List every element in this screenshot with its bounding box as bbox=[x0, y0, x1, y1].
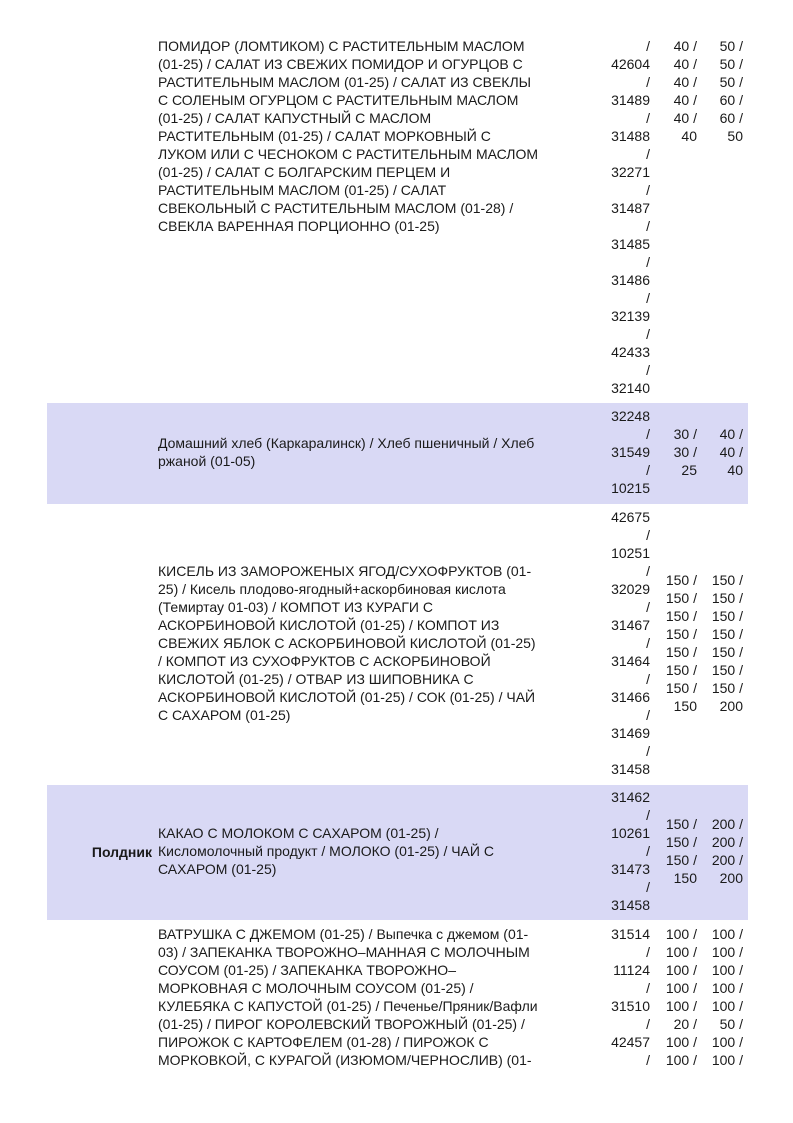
table-row bbox=[47, 785, 748, 920]
dishes-cell: ПОМИДОР (ЛОМТИКОМ) С РАСТИТЕЛЬНЫМ МАСЛОМ (01-25) / САЛАТ ИЗ СВЕЖИХ ПОМИДОР И ОГУРЦОВ С РАСТИТЕЛЬНЫМ МАСЛОМ (01-25) / САЛАТ ИЗ СВЕКЛЫ С СОЛЕНЫМ ОГУРЦОМ С РАСТИТЕЛЬНЫМ МАСЛОМ (01-25) / САЛАТ КАПУСТНЫЙ С МАСЛОМ РАСТИТЕЛЬНЫМ (01-25) / САЛАТ МОРКОВНЫЙ С ЛУКОМ ИЛИ С ЧЕСНОКОМ С РАСТИТЕЛЬНЫМ МАСЛОМ (01-25) / САЛАТ С БОЛГАРСКИМ ПЕРЦЕМ И РАСТИТЕЛЬНЫМ МАСЛОМ (01-25) / САЛАТ СВЕКОЛЬНЫЙ С РАСТИТЕЛЬНЫМ МАСЛОМ (01-28) / СВЕКЛА ВАРЕННАЯ ПОРЦИОННО (01-25) bbox=[158, 38, 539, 234]
weight-small-cell: 30 / 30 / 25 bbox=[673, 426, 697, 478]
table-row bbox=[47, 920, 748, 1080]
weight-large-cell: 200 / 200 / 200 / 200 bbox=[711, 816, 743, 886]
meal-label: Полдник bbox=[91, 844, 152, 860]
weight-small-cell: 100 / 100 / 100 / 100 / 100 / 20 / 100 / 100 / bbox=[665, 926, 697, 1068]
weight-small-cell: 40 / 40 / 40 / 40 / 40 / 40 bbox=[673, 38, 697, 144]
codes-cell: 31514 / 11124 / 31510 / 42457 / bbox=[611, 926, 650, 1068]
codes-cell: 42675 / 10251 / 32029 / 31467 / 31464 / 31466 / 31469 / 31458 bbox=[611, 509, 650, 777]
codes-cell: 32248 / 31549 / 10215 bbox=[611, 408, 650, 496]
weight-large-cell: 150 / 150 / 150 / 150 / 150 / 150 / 150 / 200 bbox=[711, 572, 743, 714]
dishes-cell: Домашний хлеб (Каркаралинск) / Хлеб пшеничный / Хлеб ржаной (01-05) bbox=[158, 435, 535, 469]
table-row bbox=[47, 403, 748, 504]
weight-small-cell: 150 / 150 / 150 / 150 bbox=[665, 816, 697, 886]
weight-large-cell: 40 / 40 / 40 bbox=[719, 426, 743, 478]
weight-large-cell: 100 / 100 / 100 / 100 / 100 / 50 / 100 / 100 / bbox=[711, 926, 743, 1068]
dishes-cell: КАКАО С МОЛОКОМ С САХАРОМ (01-25) / Кисломолочный продукт / МОЛОКО (01-25) / ЧАЙ С САХАРОМ (01-25) bbox=[158, 825, 494, 877]
weight-small-cell: 150 / 150 / 150 / 150 / 150 / 150 / 150 / 150 bbox=[665, 572, 697, 714]
table-row bbox=[47, 0, 748, 403]
codes-cell: / 42604 / 31489 / 31488 / 32271 / 31487 / 31485 / 31486 / 32139 / 42433 / 32140 bbox=[611, 38, 650, 396]
dishes-cell: ВАТРУШКА С ДЖЕМОМ (01-25) / Выпечка с джемом (01- 03) / ЗАПЕКАНКА ТВОРОЖНО–МАННАЯ С МОЛОЧНЫМ СОУСОМ (01-25) / ЗАПЕКАНКА ТВОРОЖНО– МОРКОВНАЯ С МОЛОЧНЫМ СОУСОМ (01-25) / КУЛЕБЯКА С КАПУСТОЙ (01-25) / Печенье/Пряник/Вафли (01-25) / ПИРОГ КОРОЛЕВСКИЙ ТВОРОЖНЫЙ (01-25) / ПИРОЖОК С КАРТОФЕЛЕМ (01-28) / ПИРОЖОК С МОРКОВКОЙ, С КУРАГОЙ (ИЗЮМОМ/ЧЕРНОСЛИВ) (01- bbox=[158, 926, 538, 1068]
table-row bbox=[47, 504, 748, 785]
weight-large-cell: 50 / 50 / 50 / 60 / 60 / 50 bbox=[719, 38, 743, 144]
menu-table bbox=[47, 0, 748, 1080]
dishes-cell: КИСЕЛЬ ИЗ ЗАМОРОЖЕНЫХ ЯГОД/СУХОФРУКТОВ (01- 25) / Кисель плодово-ягодный+аскорбиновая кислота (Темиртау 01-03) / КОМПОТ ИЗ КУРАГИ С АСКОРБИНОВОЙ КИСЛОТОЙ (01-25) / КОМПОТ ИЗ СВЕЖИХ ЯБЛОК С АСКОРБИНОВОЙ КИСЛОТОЙ (01-25) / КОМПОТ ИЗ СУХОФРУКТОВ С АСКОРБИНОВОЙ КИСЛОТОЙ (01-25) / ОТВАР ИЗ ШИПОВНИКА С АСКОРБИНОВОЙ КИСЛОТОЙ (01-25) / СОК (01-25) / ЧАЙ С САХАРОМ (01-25) bbox=[158, 563, 536, 723]
codes-cell: 31462 / 10261 / 31473 / 31458 bbox=[611, 789, 650, 913]
